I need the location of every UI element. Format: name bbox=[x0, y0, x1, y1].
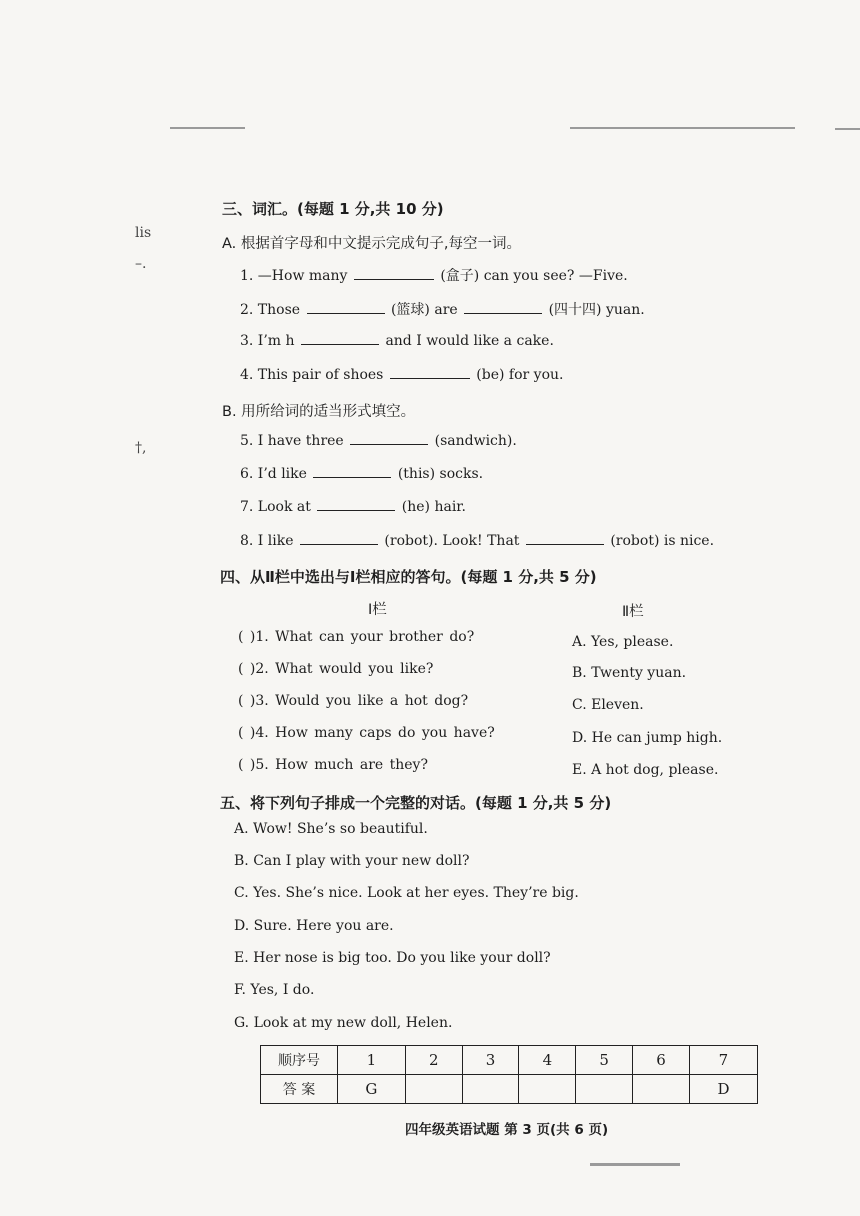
match-answer: C. Eleven. bbox=[572, 697, 644, 713]
margin-mark: –. bbox=[135, 256, 147, 272]
order-number: 3 bbox=[462, 1046, 519, 1075]
dialogue-sentence: A. Wow! She’s so beautiful. bbox=[234, 821, 428, 837]
part-a-instruction: A. 根据首字母和中文提示完成句子,每空一词。 bbox=[222, 236, 521, 252]
answer-blank[interactable] bbox=[313, 465, 391, 478]
q7-text-a: 7. Look at bbox=[240, 499, 311, 515]
q4-text-b: (be) for you. bbox=[476, 367, 564, 383]
question-5 bbox=[240, 432, 517, 449]
question-6 bbox=[240, 465, 483, 482]
q7-text-b: (he) hair. bbox=[401, 499, 466, 515]
match-answer: A. Yes, please. bbox=[572, 634, 674, 650]
q2-text-b: (篮球) are bbox=[390, 302, 458, 318]
dialogue-sentence: E. Her nose is big too. Do you like your doll? bbox=[234, 950, 551, 966]
answer-blank[interactable] bbox=[390, 366, 470, 379]
q2-text-a: 2. Those bbox=[240, 302, 301, 318]
order-number: 5 bbox=[576, 1046, 633, 1075]
question-2 bbox=[240, 299, 645, 319]
column-2-title: Ⅱ栏 bbox=[622, 604, 644, 620]
dialogue-sentence: B. Can I play with your new doll? bbox=[234, 853, 470, 869]
match-question: ( )3. Would you like a hot dog? bbox=[238, 693, 469, 709]
match-answer: E. A hot dog, please. bbox=[572, 762, 719, 778]
question-7 bbox=[240, 498, 466, 515]
q8-text-b: (robot). Look! That bbox=[384, 533, 520, 549]
q5-text-a: 5. I have three bbox=[240, 433, 344, 449]
match-question: ( )1. What can your brother do? bbox=[238, 629, 475, 645]
top-rule-edge bbox=[835, 128, 860, 130]
question-8 bbox=[240, 532, 714, 549]
question-4 bbox=[240, 366, 563, 383]
column-1-title: Ⅰ栏 bbox=[368, 602, 387, 618]
table-row bbox=[261, 1046, 758, 1075]
q6-text-b: (this) socks. bbox=[397, 466, 484, 482]
question-1 bbox=[240, 265, 628, 285]
order-number: 2 bbox=[405, 1046, 462, 1075]
order-number: 4 bbox=[519, 1046, 576, 1075]
answer-blank[interactable] bbox=[317, 498, 395, 511]
question-3 bbox=[240, 332, 554, 349]
dialogue-sentence: F. Yes, I do. bbox=[234, 982, 315, 998]
order-number: 6 bbox=[633, 1046, 690, 1075]
match-answer: D. He can jump high. bbox=[572, 730, 723, 746]
answer-blank[interactable] bbox=[300, 532, 378, 545]
part-b-instruction: B. 用所给词的适当形式填空。 bbox=[222, 404, 416, 420]
dialogue-sentence: C. Yes. She’s nice. Look at her eyes. They’re big. bbox=[234, 885, 579, 901]
match-question: ( )2. What would you like? bbox=[238, 661, 434, 677]
answer-cell[interactable] bbox=[633, 1075, 690, 1104]
answer-cell[interactable] bbox=[519, 1075, 576, 1104]
answer-blank[interactable] bbox=[301, 332, 379, 345]
answer-cell[interactable] bbox=[462, 1075, 519, 1104]
answer-cell[interactable] bbox=[405, 1075, 462, 1104]
row-label: 顺序号 bbox=[261, 1046, 338, 1075]
section5-heading: 五、将下列句子排成一个完整的对话。(每题 1 分,共 5 分) bbox=[220, 794, 612, 812]
order-number: 7 bbox=[689, 1046, 757, 1075]
answer-cell[interactable]: G bbox=[338, 1075, 406, 1104]
q6-text-a: 6. I’d like bbox=[240, 466, 307, 482]
bottom-rule bbox=[590, 1163, 680, 1166]
table-row bbox=[261, 1075, 758, 1104]
answer-blank[interactable] bbox=[307, 301, 385, 314]
answer-cell[interactable]: D bbox=[689, 1075, 757, 1104]
answer-blank[interactable] bbox=[464, 301, 542, 314]
match-question: ( )5. How much are they? bbox=[238, 757, 428, 773]
dialogue-sentence: D. Sure. Here you are. bbox=[234, 918, 394, 934]
answer-blank[interactable] bbox=[350, 432, 428, 445]
row-label: 答 案 bbox=[261, 1075, 338, 1104]
margin-mark: lis bbox=[135, 225, 152, 241]
section3-heading: 三、词汇。(每题 1 分,共 10 分) bbox=[222, 200, 444, 218]
match-answer: B. Twenty yuan. bbox=[572, 665, 687, 681]
order-answer-table bbox=[260, 1045, 758, 1104]
order-number: 1 bbox=[338, 1046, 406, 1075]
page-footer: 四年级英语试题 第 3 页(共 6 页) bbox=[405, 1122, 609, 1138]
q3-text-b: and I would like a cake. bbox=[385, 333, 554, 349]
q4-text-a: 4. This pair of shoes bbox=[240, 367, 384, 383]
section4-heading: 四、从Ⅱ栏中选出与Ⅰ栏相应的答句。(每题 1 分,共 5 分) bbox=[220, 568, 597, 586]
q8-text-a: 8. I like bbox=[240, 533, 294, 549]
dialogue-sentence: G. Look at my new doll, Helen. bbox=[234, 1015, 453, 1031]
q5-text-b: (sandwich). bbox=[434, 433, 517, 449]
match-question: ( )4. How many caps do you have? bbox=[238, 725, 495, 741]
q2-text-c: (四十四) yuan. bbox=[548, 302, 645, 318]
answer-blank[interactable] bbox=[354, 267, 434, 280]
answer-blank[interactable] bbox=[526, 532, 604, 545]
answer-cell[interactable] bbox=[576, 1075, 633, 1104]
margin-mark: †, bbox=[135, 440, 147, 456]
top-rule-right bbox=[570, 127, 795, 129]
q8-text-c: (robot) is nice. bbox=[610, 533, 715, 549]
top-rule-left bbox=[170, 127, 245, 129]
q3-text-a: 3. I’m h bbox=[240, 333, 295, 349]
q1-text-b: (盒子) can you see? —Five. bbox=[440, 268, 628, 284]
q1-text-a: 1. —How many bbox=[240, 268, 348, 284]
